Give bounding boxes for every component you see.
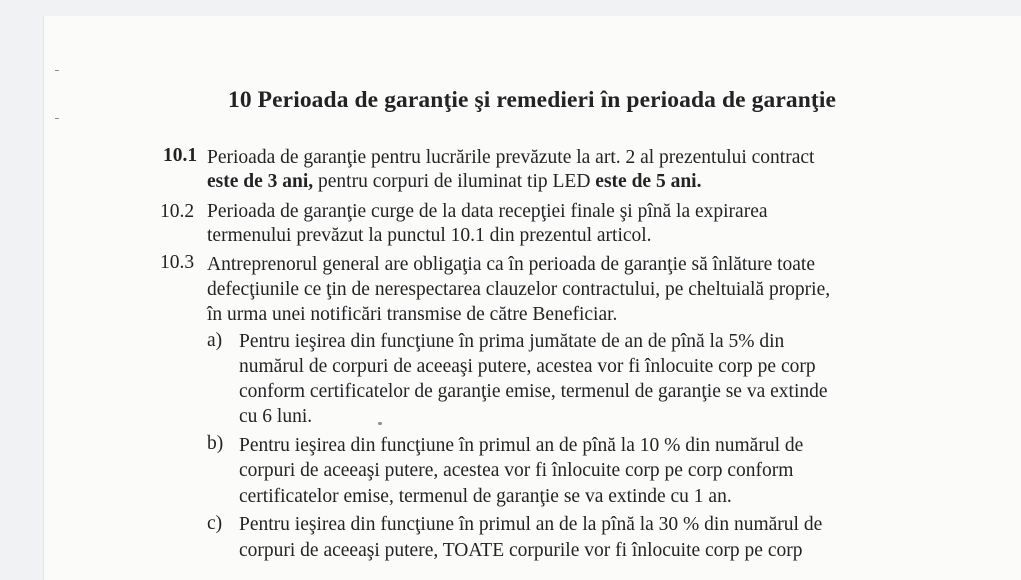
clause-10-2-line2: termenului prevăzut la punctul 10.1 din prezentul articol. xyxy=(207,225,652,246)
item-a-line3: conform certificatelor de garanţie emise, termenul de garanţie se va extinde xyxy=(239,381,828,402)
item-b-line1: Pentru ieşirea din funcţiune în primul an de pînă la 10 % din numărul de xyxy=(239,435,804,456)
clause-number-10-3: 10.3 xyxy=(160,252,195,273)
clause-10-3-line1: Antreprenorul general are obligaţia ca în perioada de garanţie să înlăture toate xyxy=(207,254,815,275)
clause-number-10-1: 10.1 xyxy=(163,145,198,166)
clause-10-3-line2: defecţiunile ce ţin de nerespectarea clauzelor contractului, pe cheltuială proprie, xyxy=(207,279,831,300)
item-b-line2: corpuri de aceeaşi putere, acestea vor fi înlocuite corp pe corp conform xyxy=(239,460,794,481)
item-b-marker: b) xyxy=(207,433,224,454)
item-a-marker: a) xyxy=(207,330,223,351)
item-a-line1: Pentru ieşirea din funcţiune în prima jumătate de an de pînă la 5% din xyxy=(239,331,785,352)
clause-10-3-line3: în urma unei notificări transmise de către Beneficiar. xyxy=(207,304,618,325)
scan-speck xyxy=(378,422,382,425)
scan-mark xyxy=(55,118,59,119)
section-title: 10 Perioada de garanţie şi remedieri în perioada de garanţie xyxy=(228,87,836,113)
item-a-line2: numărul de corpuri de aceeaşi putere, acestea vor fi înlocuite corp pe corp xyxy=(239,356,816,377)
clause-number-10-2: 10.2 xyxy=(160,201,195,222)
item-a-line4: cu 6 luni. xyxy=(239,406,313,427)
item-c-marker: c) xyxy=(207,513,223,534)
clause-10-2-line1: Perioada de garanţie curge de la data recepţiei finale şi pînă la expirarea xyxy=(207,201,768,222)
clause-10-1-line1: Perioada de garanţie pentru lucrările prevăzute la art. 2 al prezentului contract xyxy=(207,147,815,168)
clause-10-1-bold-a: este de 3 ani, xyxy=(207,171,314,192)
item-b-line3: certificatelor emise, termenul de garanţie se va extinde cu 1 an. xyxy=(239,486,732,507)
clause-10-1-line2 xyxy=(207,171,701,193)
item-c-line2: corpuri de aceeaşi putere, TOATE corpurile vor fi înlocuite corp pe corp xyxy=(239,540,803,561)
item-c-line1: Pentru ieşirea din funcţiune în primul an de la pînă la 30 % din numărul de xyxy=(239,514,823,535)
clause-10-1-text: pentru corpuri de iluminat tip LED xyxy=(313,171,596,192)
clause-10-1-bold-b: este de 5 ani. xyxy=(595,171,702,192)
scan-mark xyxy=(55,70,59,71)
